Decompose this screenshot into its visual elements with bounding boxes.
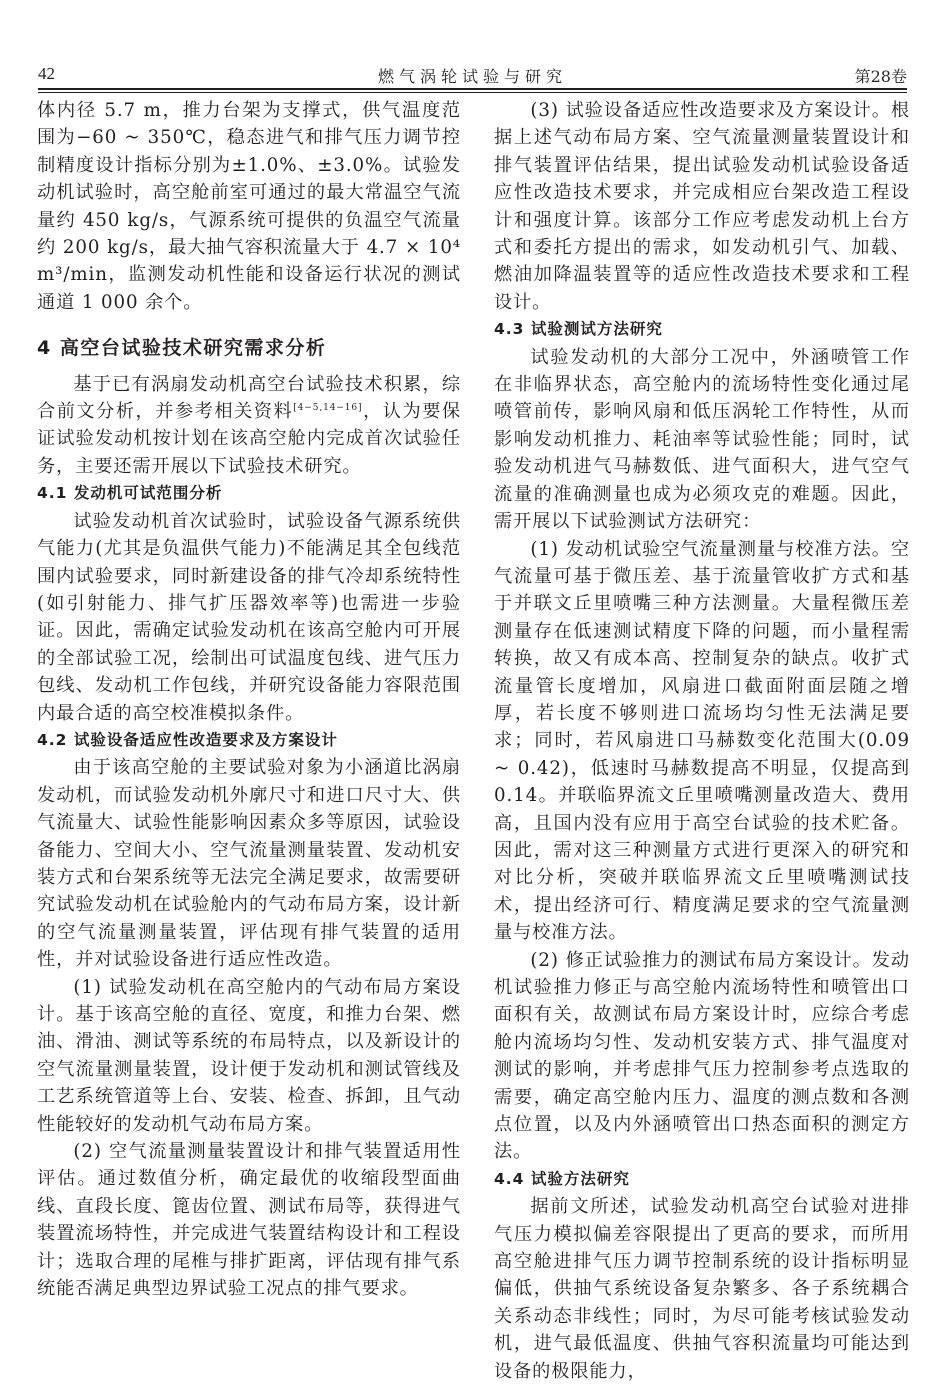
paragraph: 体内径 5.7 m，推力台架为支撑式，供气温度范围为−60 ~ 350℃，稳态进气和排气压力调节控制精度设计指标分别为±1.0%、±3.0%。试验发动机试验时，高空舱前室可通过的最大常温空气流量约 450 kg/s，气源系统可提供的负温空气流量约 200 kg/s，最大抽气容积流量大于 4.7 × 10⁴ m³/min，监测发动机性能和设备运行状况的测试通道 1 000 余个。 — [37, 100, 461, 313]
header-rule — [38, 88, 907, 93]
volume-label: 第28卷 — [854, 67, 907, 86]
subsection-heading: 4.2 试验设备适应性改造要求及方案设计 — [37, 730, 338, 749]
right-column — [494, 97, 910, 1385]
paragraph-text: ，认为要保证试验发动机按计划在该高空舱内完成首次试验任务，主要还需开展以下试验技术研究。 — [37, 401, 461, 477]
subsection-heading: 4.3 试验测试方法研究 — [494, 320, 663, 339]
paragraph: (3) 试验设备适应性改造要求及方案设计。根据上述气动布局方案、空气流量测量装置设计和排气装置评估结果，提出试验发动机试验设备适应性改造技术要求，并完成相应台架改造工程设计和强度计算。该部分工作应考虑发动机上台方式和委托方提出的需求，如发动机引气、加载、燃油加降温装置等的适应性改造技术要求和工程设计。 — [494, 100, 910, 313]
paragraph-text: 基于已有涡扇发动机高空台试验技术积累，综合前文分析，并参考相关资料 — [37, 373, 461, 423]
section-heading: 4 高空台试验技术研究需求分析 — [37, 337, 327, 360]
paragraph: 由于该高空舱的主要试验对象为小涵道比涡扇发动机，而试验发动机外廓尺寸和进口尺寸大、供气流量大、试验性能影响因素众多等原因，试验设备能力、空间大小、空气流量测量装置、发动机安装方式和台架系统等无法完全满足要求，故需要研究试验发动机在试验舱内的气动布局方案，设计新的空气流量测量装置，评估现有排气装置的适用性，并对试验设备进行适应性改造。 — [37, 757, 461, 971]
left-column — [37, 97, 461, 1302]
subsection-heading: 4.4 试验方法研究 — [494, 1169, 630, 1188]
citation: [4−5,14−16] — [293, 403, 363, 413]
paragraph: 试验发动机首次试验时，试验设备气源系统供气能力(尤其是负温供气能力)不能满足其全包线范围内试验要求，同时新建设备的排气冷却系统特性(如引射能力、排气扩压器效率等)也需进一步验证。因此，需确定试验发动机在该高空舱内可开展的全部试验工况，绘制出可试温度包线、进气压力包线、发动机工作包线，并研究设备能力容限范围内最合适的高空校准模拟条件。 — [37, 510, 461, 724]
paragraph: 据前文所述，试验发动机高空台试验对进排气压力模拟偏差容限提出了更高的要求，而所用高空舱进排气压力调节控制系统的设计指标明显偏低，供抽气系统设备复杂繁多、各子系统耦合关系动态非线性；同时，为尽可能考核试验发动机，进气最低温度、供抽气容积流量均可能达到设备的极限能力， — [494, 1196, 910, 1382]
paragraph: (1) 试验发动机在高空舱内的气动布局方案设计。基于该高空舱的直径、宽度，和推力台架、燃油、滑油、测试等系统的布局特点，以及新设计的空气流量测量装置，设计便于发动机和测试管线及工艺系统管道等上台、安装、检查、拆卸，且气动性能较好的发动机气动布局方案。 — [37, 976, 461, 1135]
paragraph: 试验发动机的大部分工况中，外涵喷管工作在非临界状态，高空舱内的流场特性变化通过尾喷管前传，影响风扇和低压涡轮工作特性，从而影响发动机推力、耗油率等试验性能；同时，试验发动机进气马赫数低、进气面积大，进气空气流量的准确测量也成为必须攻克的难题。因此，需开展以下试验测试方法研究： — [494, 346, 910, 533]
paragraph: (1) 发动机试验空气流量测量与校准方法。空气流量可基于微压差、基于流量管收扩方式和基于并联文丘里喷嘴三种方法测量。大量程微压差测量存在低速测试精度下降的问题，而小量程需转换，故又有成本高、控制复杂的缺点。收扩式流量管长度增加，风扇进口截面附面层随之增厚，若长度不够则进口流场均匀性无法满足要求；同时，若风扇进口马赫数变化范围大(0.09 ~ 0.42)，低速时马赫数提高不明显，仅提高到 0.14。并联临界流文丘里喷嘴测量改造大、费用高，且国内没有应用于高空台试验的技术贮备。因此，需对这三种测量方式进行更深入的研究和对比分析，突破并联临界流文丘里喷嘴测试技术，提出经济可行、精度满足要求的空气流量测量与校准方法。 — [494, 538, 910, 944]
paragraph — [37, 371, 461, 481]
paragraph: (2) 空气流量测量装置设计和排气装置适用性评估。通过数值分析，确定最优的收缩段型面曲线、直段长度、篦齿位置、测试布局等，获得进气装置流场特性，并完成进气装置结构设计和工程设计；选取合理的尾椎与排扩距离，评估现有排气系统能否满足典型边界试验工况点的排气要求。 — [37, 1141, 461, 1300]
paragraph: (2) 修正试验推力的测试布局方案设计。发动机试验推力修正与高空舱内流场特性和喷管出口面积有关，故测试布局方案设计时，应综合考虑舱内流场均匀性、发动机安装方式、排气温度对测试的影响，并考虑排气压力控制参考点选取的需要，确定高空舱内压力、温度的测点数和各测点位置，以及内外涵喷管出口热态面积的测定方法。 — [494, 949, 910, 1163]
journal-title: 燃气涡轮试验与研究 — [377, 67, 567, 86]
page-number: 42 — [38, 64, 55, 83]
subsection-heading: 4.1 发动机可试范围分析 — [37, 484, 223, 503]
